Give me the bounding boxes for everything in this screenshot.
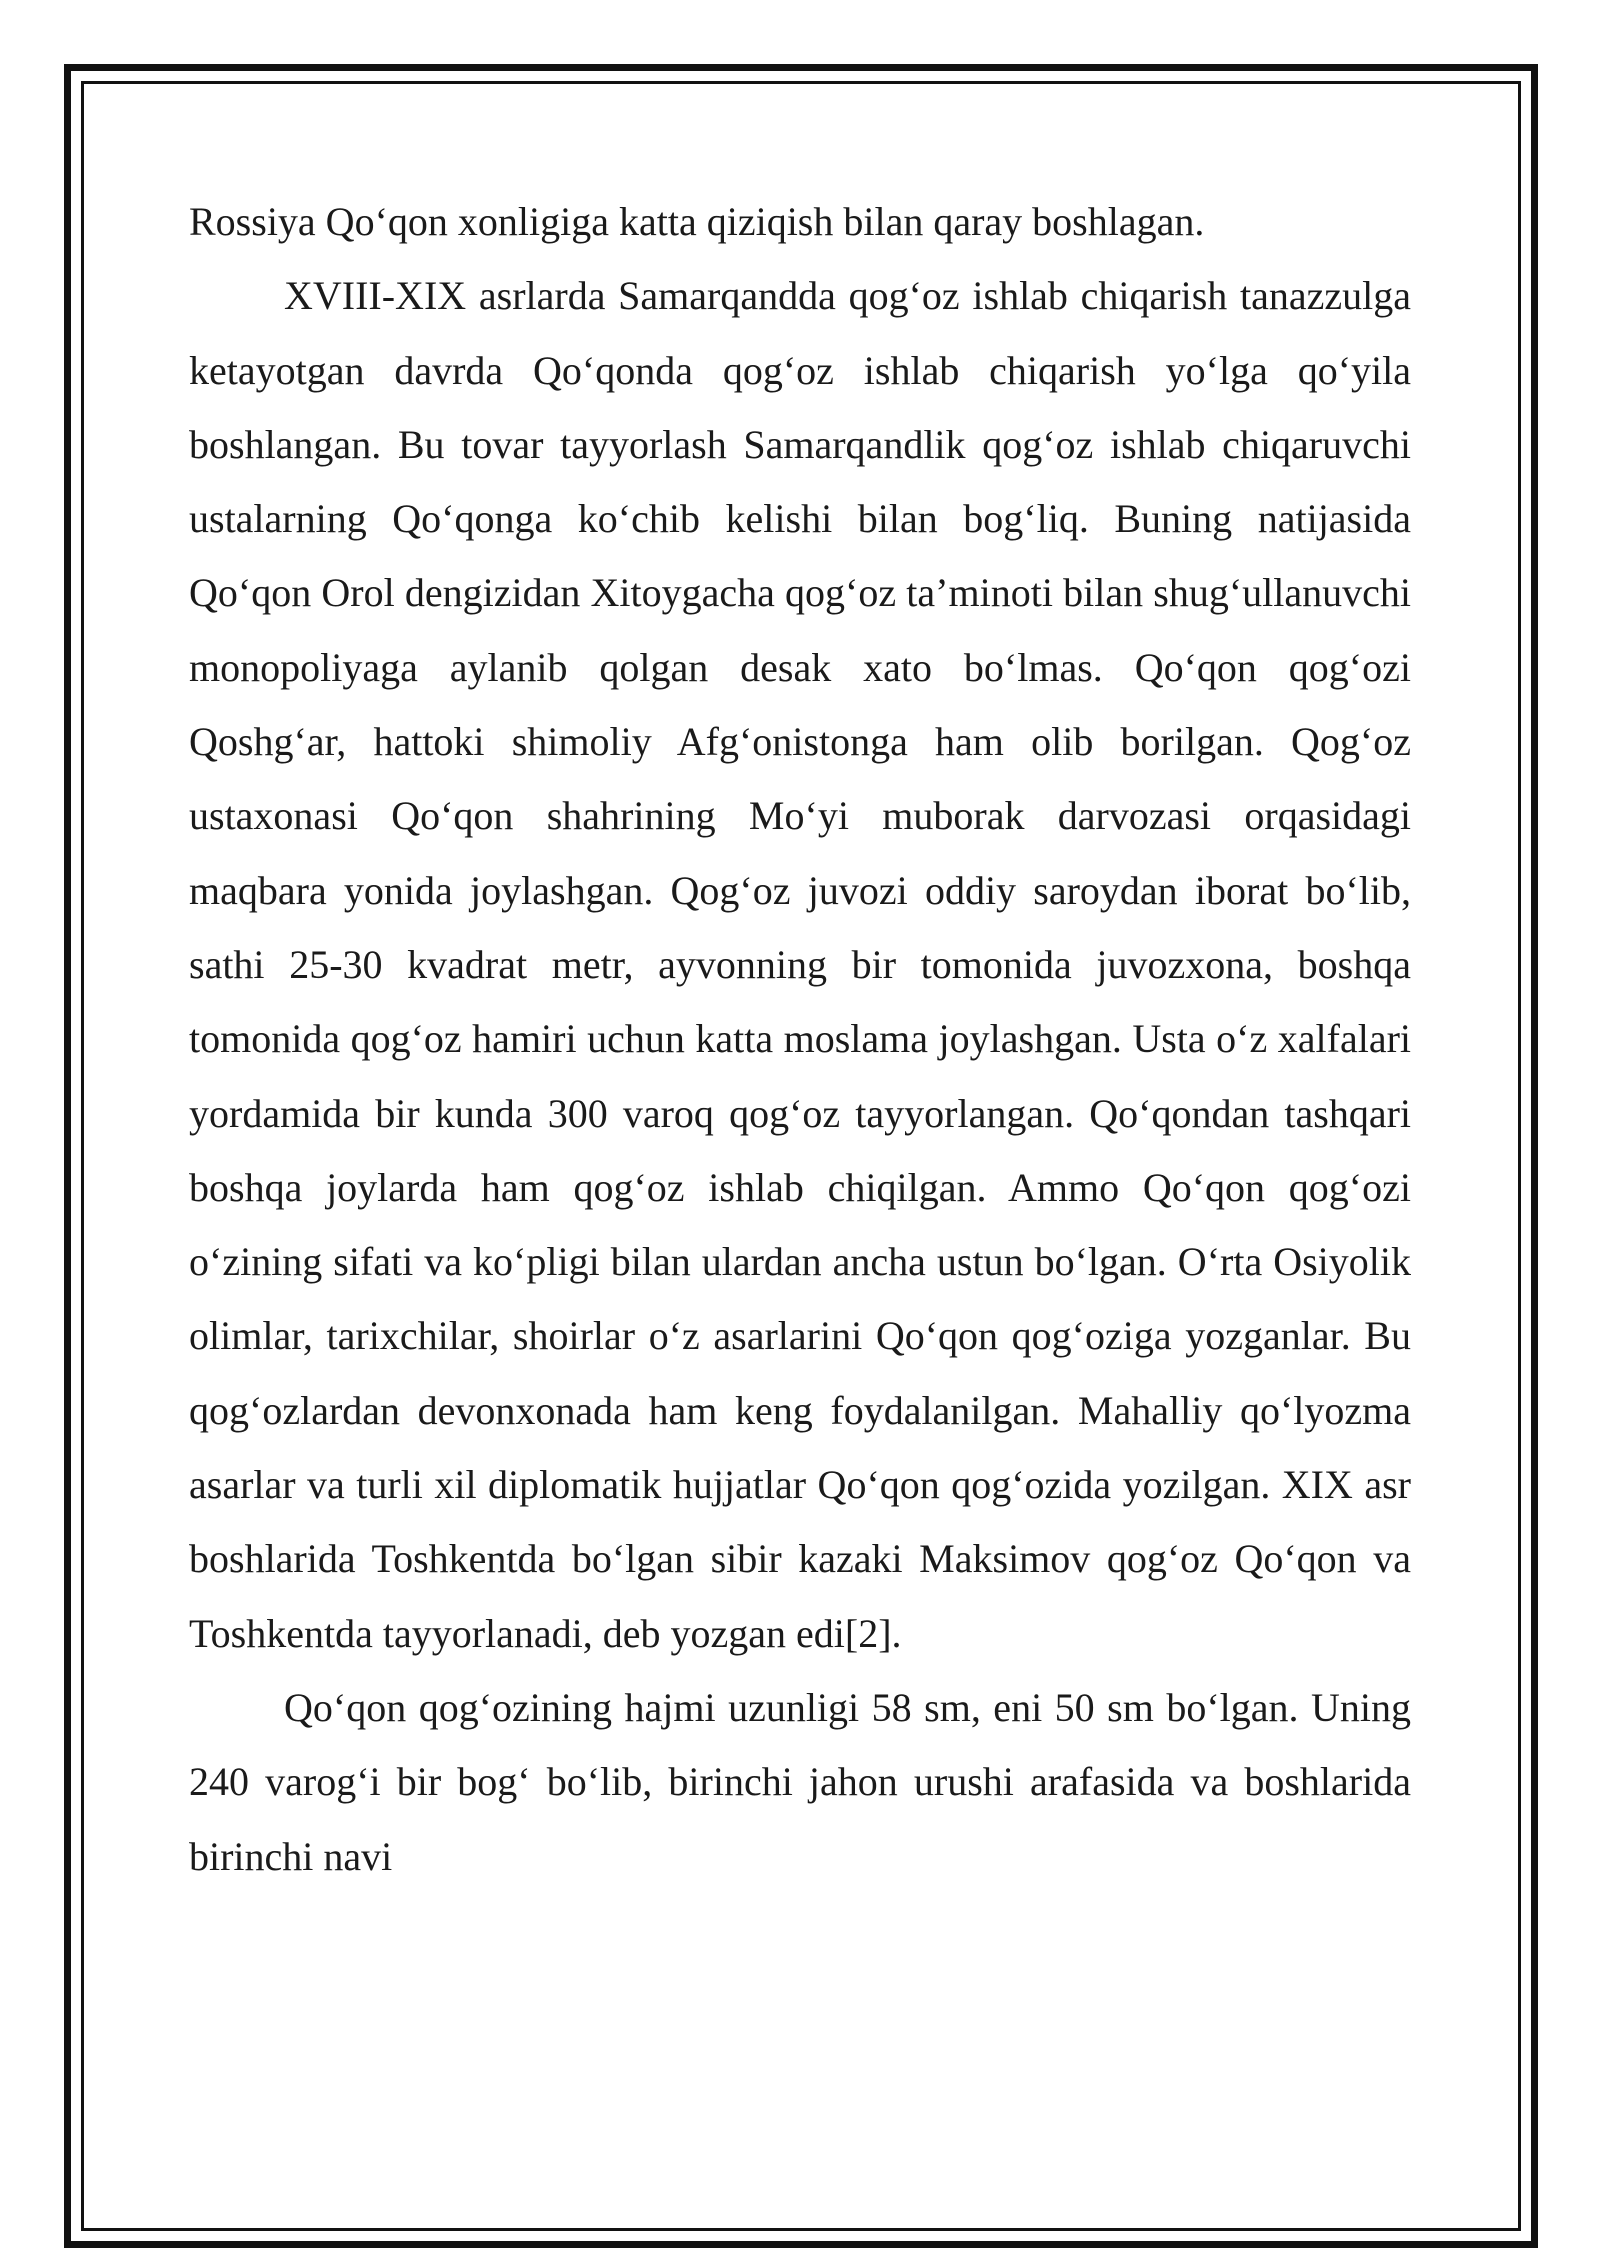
document-body: [189, 185, 1411, 1894]
paragraph-3: Qo‘qon qog‘ozining hajmi uzunligi 58 sm, eni 50 sm bo‘lgan. Uning 240 varog‘i bir bog‘ bo‘lib, birinchi jahon urushi arafasida va boshlarida birinchi navi: [189, 1684, 1411, 1879]
paragraph-2: XVIII-XIX asrlarda Samarqandda qog‘oz ishlab chiqarish tanazzulga ketayotgan davrda Qo‘qonda qog‘oz ishlab chiqarish yo‘lga qo‘yila boshlangan. Bu tovar tayyorlash Samarqandlik qog‘oz ishlab chiqaruvchi ustalarning Qo‘qonga ko‘chib kelishi bilan bog‘liq. Buning natijasida Qo‘qon Orol dengizidan Xitoygacha qog‘oz ta’minoti bilan shug‘ullanuvchi monopoliyaga aylanib qolgan desak xato bo‘lmas. Qo‘qon qog‘ozi Qoshg‘ar, hattoki shimoliy Afg‘onistonga ham olib borilgan. Qog‘oz ustaxonasi Qo‘qon shahrining Mo‘yi muborak darvozasi orqasidagi maqbara yonida joylashgan. Qog‘oz juvozi oddiy saroydan iborat bo‘lib, sathi 25-30 kvadrat metr, ayvonning bir tomonida juvozxona, boshqa tomonida qog‘oz hamiri uchun katta moslama joylashgan. Usta o‘z xalfalari yordamida bir kunda 300 varoq qog‘oz tayyorlangan. Qo‘qondan tashqari boshqa joylarda ham qog‘oz ishlab chiqilgan. Ammo Qo‘qon qog‘ozi o‘zining sifati va ko‘pligi bilan ulardan ancha ustun bo‘lgan. O‘rta Osiyolik olimlar, tarixchilar, shoirlar o‘z asarlarini Qo‘qon qog‘oziga yozganlar. Bu qog‘ozlardan devonxonada ham keng foydalanilgan. Mahalliy qo‘lyozma asarlar va turli xil diplomatik hujjatlar Qo‘qon qog‘ozida yozilgan. XIX asr boshlarida Toshkentda bo‘lgan sibir kazaki Maksimov qog‘oz Qo‘qon va Toshkentda tayyorlanadi, deb yozgan edi[2].: [189, 273, 1411, 1656]
paragraph-1: Rossiya Qo‘qon xonligiga katta qiziqish bilan qaray boshlagan.: [189, 199, 1205, 244]
